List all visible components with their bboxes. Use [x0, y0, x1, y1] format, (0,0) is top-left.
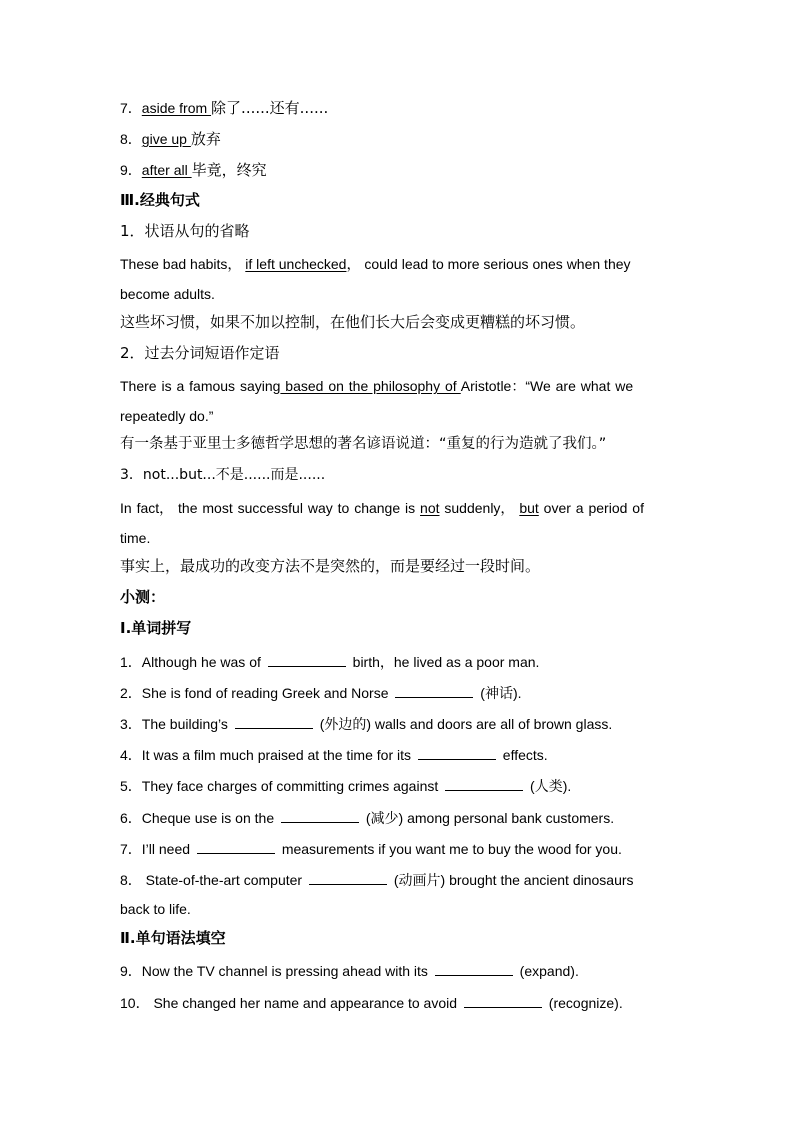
- question-text: (recognize).: [544, 995, 623, 1011]
- meaning: 放弃: [190, 130, 221, 148]
- example-sentence: [120, 257, 675, 271]
- question-text: effects.: [498, 747, 548, 763]
- quiz-item: [120, 654, 539, 669]
- question-text: 8． State-of-the-art computer: [120, 872, 306, 888]
- question-text: (减少) among personal bank customers.: [362, 810, 615, 826]
- pattern-title: 2．过去分词短语作定语: [120, 344, 280, 362]
- sentence-text: ， could lead to more serious ones when they: [346, 256, 631, 272]
- underlined-phrase: based on the philosophy of: [280, 378, 461, 394]
- quiz-item: [120, 841, 622, 856]
- question-text: 5．They face charges of committing crimes against: [120, 778, 443, 794]
- question-text: 3．The building’s: [120, 716, 232, 732]
- question-text: birth，he lived as a poor man.: [348, 654, 540, 670]
- answer-blank[interactable]: [418, 747, 496, 760]
- quiz-item-cont: back to life.: [120, 901, 191, 917]
- translation: 事实上，最成功的改变方法不是突然的，而是要经过一段时间。: [120, 557, 541, 575]
- question-text: 2．She is fond of reading Greek and Norse: [120, 685, 393, 701]
- question-text: 4．It was a film much praised at the time for its: [120, 747, 415, 763]
- quiz-item: [120, 778, 571, 793]
- item-number: 8．: [120, 131, 142, 147]
- sentence-text: These bad habits，: [120, 256, 242, 272]
- translation: 有一条基于亚里士多德哲学思想的著名谚语说道：“重复的行为造就了我们。”: [120, 436, 607, 452]
- question-text: 10． She changed her name and appearance to avoid: [120, 995, 461, 1011]
- pattern-title: 3．not...but...不是......而是......: [120, 467, 326, 483]
- section-heading: Ⅱ.单句语法填空: [120, 929, 226, 947]
- vocab-item: [120, 132, 221, 146]
- example-sentence-cont: time.: [120, 530, 151, 546]
- section-heading: Ⅲ.经典句式: [120, 191, 200, 209]
- meaning: 除了......还有......: [211, 99, 329, 117]
- item-number: 9．: [120, 162, 142, 178]
- quiz-item: [120, 685, 522, 700]
- quiz-item: [120, 872, 634, 887]
- vocab-item: [120, 101, 328, 115]
- underlined-phrase: if left unchecked: [245, 256, 347, 272]
- phrase: aside from: [141, 100, 212, 116]
- sentence-text: suddenly，: [439, 500, 520, 516]
- answer-blank[interactable]: [281, 810, 359, 823]
- underlined-word: not: [420, 500, 440, 516]
- vocab-item: [120, 163, 267, 177]
- example-sentence-cont: repeatedly do.”: [120, 408, 214, 424]
- answer-blank[interactable]: [235, 716, 313, 729]
- sentence-text: Aristotle：“We are what we: [460, 378, 634, 394]
- question-text: 9．Now the TV channel is pressing ahead with its: [120, 963, 432, 979]
- phrase: give up: [141, 131, 191, 147]
- answer-blank[interactable]: [197, 841, 275, 854]
- meaning: 毕竟，终究: [191, 161, 267, 179]
- quiz-title: 小测：: [120, 588, 166, 606]
- item-number: 7．: [120, 100, 142, 116]
- quiz-item: [120, 963, 579, 978]
- question-text: (动画片) brought the ancient dinosaurs: [389, 872, 634, 888]
- question-text: 6．Cheque use is on the: [120, 810, 278, 826]
- question-text: (神话).: [476, 685, 522, 701]
- question-text: 7．I’ll need: [120, 841, 194, 857]
- example-sentence-cont: become adults.: [120, 286, 215, 302]
- translation: 这些坏习惯，如果不加以控制，在他们长大后会变成更糟糕的坏习惯。: [120, 313, 586, 331]
- underlined-word: but: [519, 500, 539, 516]
- answer-blank[interactable]: [464, 995, 542, 1008]
- question-text: 1．Although he was of: [120, 654, 265, 670]
- answer-blank[interactable]: [435, 963, 513, 976]
- quiz-item: [120, 716, 612, 731]
- section-heading: Ⅰ.单词拼写: [120, 619, 192, 637]
- quiz-item: [120, 747, 548, 762]
- answer-blank[interactable]: [395, 685, 473, 698]
- question-text: (人类).: [526, 778, 572, 794]
- quiz-item: [120, 810, 614, 825]
- answer-blank[interactable]: [445, 778, 523, 791]
- question-text: measurements if you want me to buy the wood for you.: [277, 841, 622, 857]
- example-sentence: [120, 501, 644, 515]
- example-sentence: [120, 379, 633, 393]
- sentence-text: over a period of: [538, 500, 644, 516]
- sentence-text: There is a famous saying: [120, 378, 281, 394]
- quiz-item: [120, 995, 623, 1010]
- answer-blank[interactable]: [268, 654, 346, 667]
- pattern-title: 1．状语从句的省略: [120, 222, 250, 240]
- sentence-text: In fact， the most successful way to change is: [120, 500, 421, 516]
- question-text: (外边的) walls and doors are all of brown glass.: [315, 716, 613, 732]
- question-text: (expand).: [515, 963, 579, 979]
- answer-blank[interactable]: [309, 872, 387, 885]
- phrase: after all: [141, 162, 192, 178]
